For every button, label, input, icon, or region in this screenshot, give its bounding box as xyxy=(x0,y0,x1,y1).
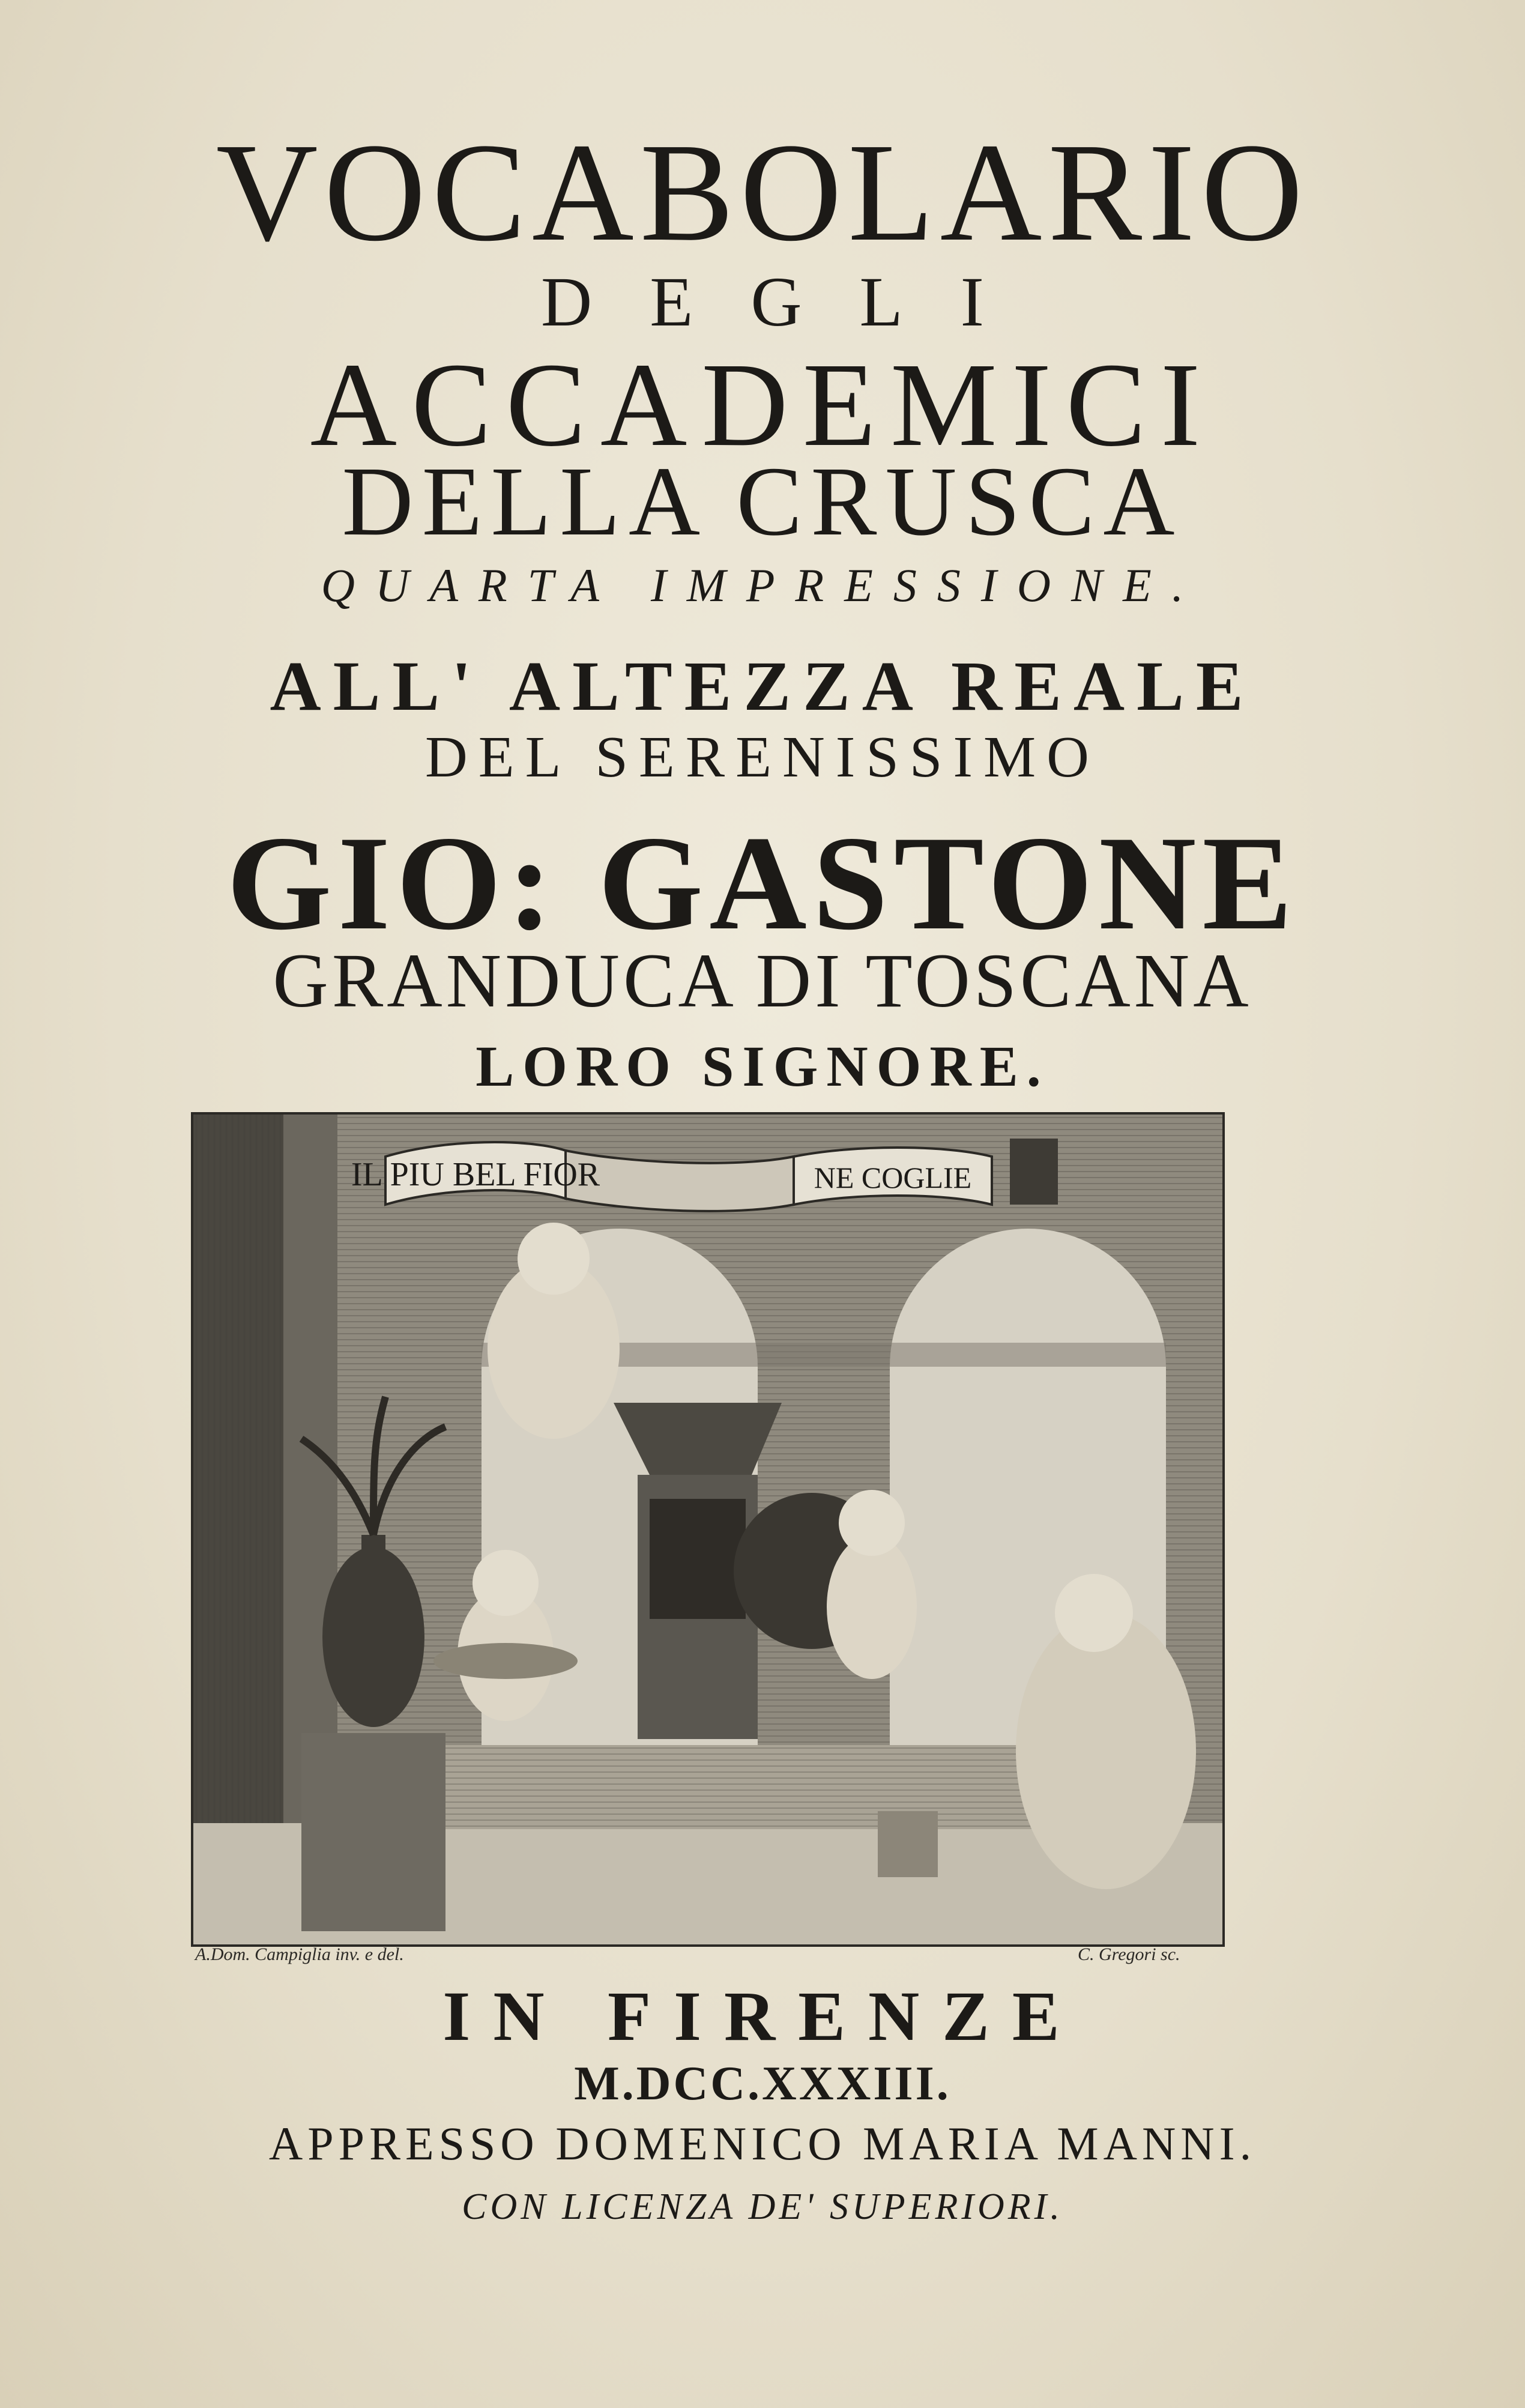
engraving-illustration xyxy=(193,1115,1222,1944)
dedication-line-2: DEL SERENISSIMO xyxy=(425,725,1100,790)
dedicatee-name: GIO: GASTONE xyxy=(226,808,1299,958)
title-vocabolario: VOCABOLARIO xyxy=(216,114,1309,270)
dedicatee-title: GRANDUCA DI TOSCANA xyxy=(273,938,1252,1023)
engraver-credit: C. Gregori sc. xyxy=(1078,1944,1180,1964)
imprint-publisher: APPRESSO DOMENICO MARIA MANNI. xyxy=(268,2117,1257,2170)
dedication-closing: LORO SIGNORE. xyxy=(476,1034,1049,1098)
title-degli: DEGLI xyxy=(541,262,1042,341)
designer-credit: A.Dom. Campiglia inv. e del. xyxy=(195,1944,404,1964)
engraving-plate xyxy=(191,1112,1225,1947)
imprint-city: IN FIRENZE xyxy=(442,1977,1083,2056)
banner-motto-left: IL PIU BEL FIOR xyxy=(351,1156,600,1193)
dedication-line-1: ALL' ALTEZZA REALE xyxy=(270,647,1255,725)
title-della-crusca: DELLA CRUSCA xyxy=(342,446,1183,556)
banner-motto-right: NE COGLIE xyxy=(814,1161,972,1194)
imprint-license: CON LICENZA DE' SUPERIORI. xyxy=(462,2186,1063,2227)
imprint-year: M.DCC.XXXIII. xyxy=(574,2057,951,2110)
edition-line: QUARTA IMPRESSIONE. xyxy=(321,559,1204,611)
title-accademici: ACCADEMICI xyxy=(310,339,1215,471)
